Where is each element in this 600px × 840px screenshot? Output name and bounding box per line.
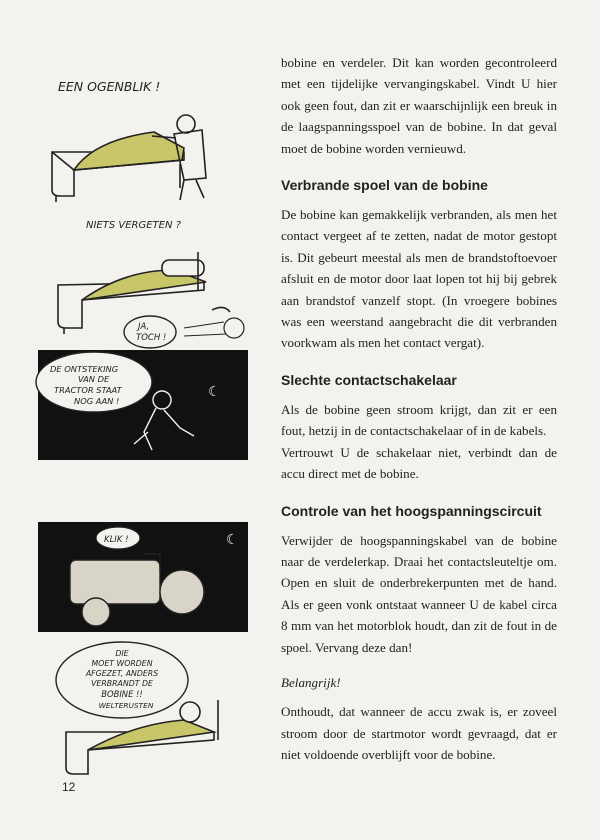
paragraph-verbrande-spoel: De bobine kan gemakkelijk verbranden, als men het contact vergeet af te zetten, nadat de motor gestopt is. Dit gebeurt meestal als men de brandstoftoevoer afsluit en de motor door laat lopen tot hij bij gebrek aan brandstof vanzelf stopt. (In vroegere bobines was een weerstand aangebracht die dit verbranden voorkwam als men het contact vergat). [281,207,557,351]
svg-text:NOG AAN !: NOG AAN ! [74,396,120,406]
caption-een-ogenblik: EEN OGENBLIK ! [58,79,161,94]
text-column [281,52,557,766]
heading-hoogspanningscircuit: Controle van het hoogspanningscircuit [281,502,542,519]
svg-text:JA,: JA, [138,322,150,332]
intro-paragraph: bobine en verdeler. Dit kan worden gecontroleerd met een tijdelijke vervangingskabel. Vindt U hier ook geen fout, dan zit er waarschijnlijk een breuk in de laagspanningsspoel van de bobine. In dat geval moet de bobine worden vernieuwd. [281,55,557,156]
bubble-ontsteking [36,352,152,412]
svg-text:TRACTOR STAAT: TRACTOR STAAT [54,385,122,395]
svg-text:TOCH !: TOCH ! [136,333,167,343]
svg-text:WELTERUSTEN: WELTERUSTEN [98,701,154,710]
svg-text:DIE: DIE [115,649,129,658]
svg-text:MOET WORDEN: MOET WORDEN [91,659,153,668]
heading-contactschakelaar: Slechte contactschakelaar [281,371,457,388]
svg-text:VAN DE: VAN DE [78,374,110,384]
svg-text:DE ONTSTEKING: DE ONTSTEKING [50,364,119,374]
cartoon-strip [34,60,264,780]
page-number: 12 [62,780,76,794]
svg-text:VERBRANDT DE: VERBRANDT DE [91,679,153,688]
paragraph-contactschakelaar-2: Vertrouwt U de schakelaar niet, verbindt dan de accu direct met de bobine. [281,444,557,482]
svg-text:KLIK !: KLIK ! [104,535,129,545]
paragraph-belangrijk: Onthoudt, dat wanneer de accu zwak is, er zoveel stroom door de startmotor wordt gevraagd, dat er niet voldoende overblijft voor de bobine. [281,704,557,763]
moon-icon: ☾ [208,384,221,400]
paragraph-contactschakelaar-1: Als de bobine geen stroom krijgt, dan zit er een fout, hetzij in de contactschakelaar of in de kabels. [281,401,557,439]
bed-woman-illustration [52,115,206,202]
caption-niets-vergeten: NIETS VERGETEN ? [86,220,181,231]
svg-text:BOBINE !!: BOBINE !! [101,689,143,699]
bubble-klik [96,527,140,549]
bubble-ja-toch [124,316,176,348]
cartoon-column [34,60,264,780]
paragraph-hoogspanningscircuit: Verwijder de hoogspanningskabel van de bobine naar de verdelerkap. Draai het contactsleuteltje om. Open en sluit de onderbrekerpunten met de hand. Als er geen vonk ontstaat wanneer U de kabel circa 8 mm van het motorblok houdt, dan zit de fout in de spoel. Vervang deze dan! [281,532,557,655]
label-belangrijk: Belangrijk! [281,674,341,690]
motion-lines [184,322,226,336]
svg-text:AFGEZET, ANDERS: AFGEZET, ANDERS [85,669,159,678]
heading-verbrande-spoel: Verbrande spoel van de bobine [281,177,488,194]
dust-cloud [224,318,244,338]
bubble-afgezet [56,642,188,718]
moon-icon-2: ☾ [226,532,239,548]
